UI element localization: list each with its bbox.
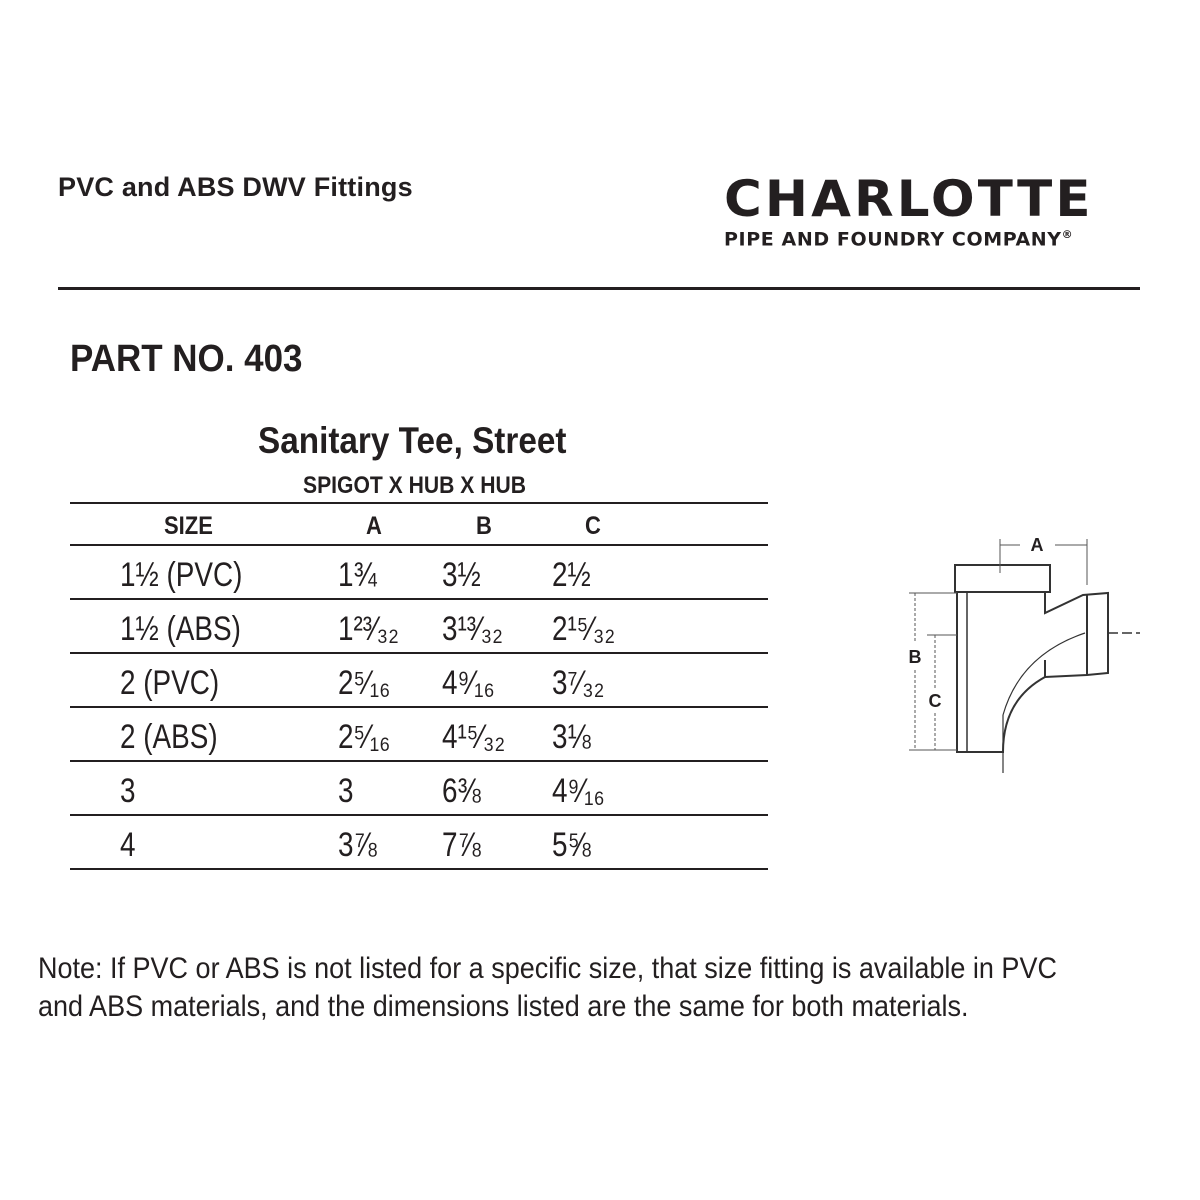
dimension-b-ext bbox=[909, 593, 957, 750]
fitting-connection-type: SPIGOT X HUB X HUB bbox=[303, 472, 526, 499]
cell-a: 2⁵⁄₁₆ bbox=[338, 718, 391, 756]
table-row bbox=[70, 816, 768, 868]
logo-tagline bbox=[724, 228, 1144, 250]
cell-a: 3⅞ bbox=[338, 826, 377, 864]
cell-b: 4¹⁵⁄₃₂ bbox=[442, 718, 506, 756]
cell-c: 3⅛ bbox=[552, 718, 591, 756]
diagram-top-hub bbox=[955, 565, 1050, 592]
registered-mark: ® bbox=[1061, 228, 1074, 241]
cell-b: 7⅞ bbox=[442, 826, 481, 864]
cell-a: 3 bbox=[338, 772, 354, 810]
diagram-branch bbox=[1045, 592, 1108, 677]
cell-b: 4⁹⁄₁₆ bbox=[442, 664, 495, 702]
cell-c: 3⁷⁄₃₂ bbox=[552, 664, 605, 702]
cell-b: 3¹³⁄₃₂ bbox=[442, 610, 503, 648]
table-header-row bbox=[70, 504, 768, 544]
diagram-main-body bbox=[957, 592, 1045, 752]
table-row bbox=[70, 600, 768, 652]
header-size: SIZE bbox=[164, 512, 213, 540]
diagram-label-b: B bbox=[908, 647, 922, 667]
cell-size: 1½ (PVC) bbox=[120, 556, 243, 594]
cell-b: 3½ bbox=[442, 556, 481, 594]
table-row bbox=[70, 654, 768, 706]
cell-c: 5⅝ bbox=[552, 826, 591, 864]
table-row bbox=[70, 708, 768, 760]
cell-size: 3 bbox=[120, 772, 136, 810]
cell-b: 6⅜ bbox=[442, 772, 481, 810]
company-logo bbox=[724, 172, 1144, 250]
dimensions-table bbox=[70, 502, 768, 870]
fitting-name: Sanitary Tee, Street bbox=[258, 420, 567, 461]
document-title: PVC and ABS DWV Fittings bbox=[58, 172, 413, 202]
cell-a: 1²³⁄₃₂ bbox=[338, 610, 399, 648]
cell-a: 2⁵⁄₁₆ bbox=[338, 664, 391, 702]
cell-c: 4⁹⁄₁₆ bbox=[552, 772, 605, 810]
logo-wordmark: CHARLOTTE bbox=[724, 170, 1094, 228]
diagram-label-a: A bbox=[1030, 535, 1044, 555]
table-row bbox=[70, 546, 768, 598]
cell-size: 4 bbox=[120, 826, 136, 864]
material-note: Note: If PVC or ABS is not listed for a specific size, that size fitting is available in PVC and ABS materials, and the dimensions listed are the same for both materials. bbox=[38, 952, 1057, 1023]
logo-tagline-text: PIPE AND FOUNDRY COMPANY bbox=[724, 228, 1062, 251]
sanitary-tee-diagram bbox=[895, 525, 1155, 775]
cell-size: 1½ (ABS) bbox=[120, 610, 241, 648]
table-rule bbox=[70, 868, 768, 870]
part-number: PART NO. 403 bbox=[70, 338, 303, 380]
cell-size: 2 (PVC) bbox=[120, 664, 220, 702]
diagram-label-c: C bbox=[928, 691, 942, 711]
cell-c: 2¹⁵⁄₃₂ bbox=[552, 610, 616, 648]
dimension-a-ext bbox=[1000, 539, 1087, 585]
cell-size: 2 (ABS) bbox=[120, 718, 218, 756]
cell-c: 2½ bbox=[552, 556, 591, 594]
header-divider bbox=[58, 287, 1140, 290]
cell-a: 1¾ bbox=[338, 556, 377, 594]
header-b: B bbox=[476, 512, 492, 540]
header-a: A bbox=[366, 512, 382, 540]
table-row bbox=[70, 762, 768, 814]
header-c: C bbox=[585, 512, 601, 540]
